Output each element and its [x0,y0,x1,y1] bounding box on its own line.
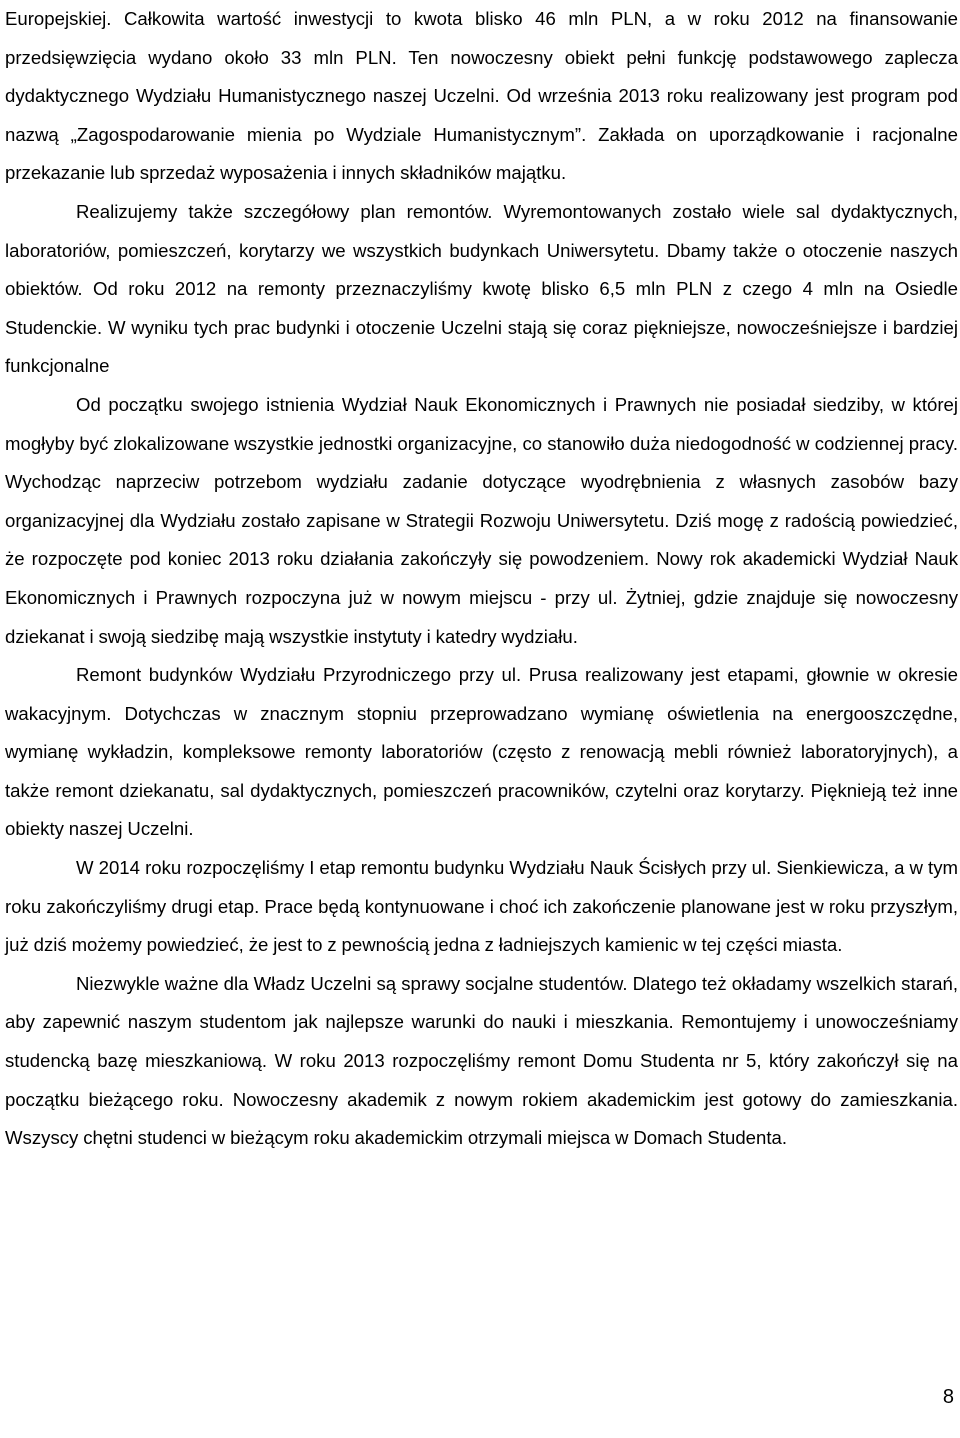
paragraph-student-housing: Niezwykle ważne dla Władz Uczelni są sprawy socjalne studentów. Dlatego też okładamy wszelkich starań, aby zapewnić naszym studentom jak najlepsze warunki do nauki i mieszkania. Remontujemy i unowocześniamy studencką bazę mieszkaniową. W roku 2013 rozpoczęliśmy remont Domu Studenta nr 5, który zakończył się na początku bieżącego roku. Nowoczesny akademik z nowym rokiem akademickim jest gotowy do zamieszkania. Wszyscy chętni studenci w bieżącym roku akademickim otrzymali miejsca w Domach Studenta. [5,972,958,1149]
paragraph-investment: Europejskiej. Całkowita wartość inwestycji to kwota blisko 46 mln PLN, a w roku 2012 na finansowanie przedsięwzięcia wydano około 33 mln PLN. Ten nowoczesny obiekt pełni funkcję podstawowego zaplecza dydaktycznego Wydziału Humanistycznego naszej Uczelni. Od września 2013 roku realizowany jest program pod nazwą „Zagospodarowanie mienia po Wydziale Humanistycznym”. Zakłada on uporządkowanie i racjonalne przekazanie lub sprzedaż wyposażenia i innych składników majątku. [5,8,958,184]
document-body [5,0,958,1158]
paragraph-renovations: Realizujemy także szczegółowy plan remontów. Wyremontowanych zostało wiele sal dydaktycznych, laboratoriów, pomieszczeń, korytarzy we wszystkich budynkach Uniwersytetu. Dbamy także o otoczenie naszych obiektów. Od roku 2012 na remonty przeznaczyliśmy kwotę blisko 6,5 mln PLN z czego 4 mln na Osiedle Studenckie. W wyniku tych prac budynki i otoczenie Uczelni stają się coraz piękniejsze, nowocześniejsze i bardziej funkcjonalne [5,200,958,377]
paragraph-economics-faculty: Od początku swojego istnienia Wydział Nauk Ekonomicznych i Prawnych nie posiadał siedziby, w której mogłyby być zlokalizowane wszystkie jednostki organizacyjne, co stanowiło duża niedogodność w codziennej pracy. Wychodząc naprzeciw potrzebom wydziału zadanie dotyczące wyodrębnienia z własnych zasobów bazy organizacyjnej dla Wydziału zostało zapisane w Strategii Rozwoju Uniwersytetu. Dziś mogę z radością powiedzieć, że rozpoczęte pod koniec 2013 roku działania zakończyły się powodzeniem. Nowy rok akademicki Wydział Nauk Ekonomicznych i Prawnych rozpoczyna już w nowym miejscu - przy ul. Żytniej, gdzie znajduje się nowoczesny dziekanat i swoją siedzibę mają wszystkie instytuty i katedry wydziału. [5,393,958,647]
paragraph-exact-sciences-faculty: W 2014 roku rozpoczęliśmy I etap remontu budynku Wydziału Nauk Ścisłych przy ul. Sienkiewicza, a w tym roku zakończyliśmy drugi etap. Prace będą kontynuowane i choć ich zakończenie planowane jest w roku przyszłym, już dziś możemy powiedzieć, że jest to z pewnością jedna z ładniejszych kamienic w tej części miasta. [5,857,958,956]
page-number: 8 [942,1386,954,1408]
paragraph-natural-sciences-faculty: Remont budynków Wydziału Przyrodniczego przy ul. Prusa realizowany jest etapami, głownie w okresie wakacyjnym. Dotychczas w znacznym stopniu przeprowadzano wymianę oświetlenia na energooszczędne, wymianę wykładzin, kompleksowe remonty laboratoriów (często z renowacją mebli również laboratoryjnych), a także remont dziekanatu, sal dydaktycznych, pomieszczeń pracowników, czytelni oraz korytarzy. Pięknieją też inne obiekty naszej Uczelni. [5,664,958,840]
